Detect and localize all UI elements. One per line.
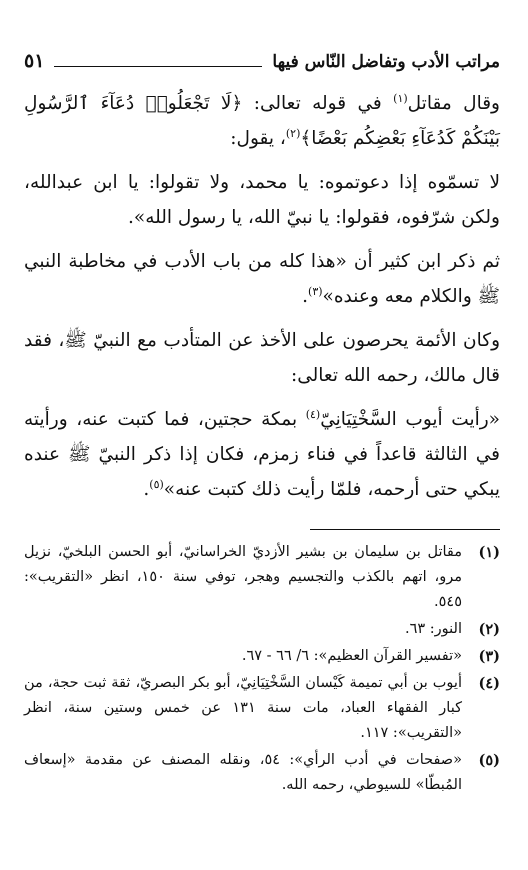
p1-text-b: في قوله تعالى: xyxy=(242,93,394,114)
paragraph-5 xyxy=(24,402,500,507)
footnote-ref-5: (٥) xyxy=(149,477,164,491)
p1-text-a: وقال مقاتل xyxy=(407,93,500,114)
footnote-text: «تفسير القرآن العظيم»: ٦/ ٦٦ - ٦٧. xyxy=(241,648,462,664)
p3-text-b: . xyxy=(302,286,309,307)
paragraph-1 xyxy=(24,86,500,156)
footnote-text: النور: ٦٣. xyxy=(405,621,462,637)
footnotes xyxy=(24,540,500,800)
footnote-2 xyxy=(24,617,500,642)
footnote-ref-3: (٣) xyxy=(308,284,323,298)
main-text xyxy=(24,86,500,516)
quran-verse: ﴿لَا تَجْعَلُوا۟ دُعَآءَ ٱلرَّسُولِ بَيْنَكُمْ كَدُعَآءِ بَعْضِكُم بَعْضًا﴾ xyxy=(24,93,500,149)
footnote-text: مقاتل بن سليمان بن بشير الأزديّ الخراسانيّ، أبو الحسن البلخيّ، نزيل مرو، اتهم بالكذب والتجسيم وهجر، توفي سنة ١٥٠، انظر «التقريب»: ٥٤٥. xyxy=(24,544,462,610)
footnote-ref-4: (٤) xyxy=(305,407,321,421)
footnote-1 xyxy=(24,540,500,615)
footnote-separator xyxy=(310,529,500,530)
footnote-number: (٢) xyxy=(478,621,500,638)
footnote-text: «صفحات في أدب الرأي»: ٥٤، ونقله المصنف عن مقدمة «إسعاف المُبطّا» للسيوطي، رحمه الله. xyxy=(24,752,462,793)
paragraph-4: وكان الأئمة يحرصون على الأخذ عن المتأدب مع النبيّ ﷺ، فقد قال مالك، رحمه الله تعالى: xyxy=(24,330,500,386)
footnote-text: أيوب بن أبي تميمة كَيْسان السَّخْتِيَانِيّ، أبو بكر البصريّ، ثقة ثبت حجة، من كبار الفقهاء العباد، مات سنة ١٣١ عن خمس وستين سنة، انظر «التقريب»: ١١٧. xyxy=(24,675,462,741)
footnote-3 xyxy=(24,644,500,669)
footnote-5 xyxy=(24,748,500,798)
p1-text-c: ، يقول: xyxy=(230,128,286,149)
footnote-number: (٥) xyxy=(478,752,500,769)
p5-text-b: بمكة حجتين، فما كتبت عنه، ورأيته في الثالثة قاعداً في فناء زمزم، فكان إذا ذكر النبيّ ﷺ عنده يبكي حتى أرحمه، فلمّا رأيت ذلك كتبت عنه» xyxy=(24,409,500,500)
footnote-4 xyxy=(24,671,500,746)
running-header xyxy=(24,48,500,72)
page-number: ٥١ xyxy=(24,50,45,72)
footnote-number: (٤) xyxy=(478,675,500,692)
footnote-number: (٣) xyxy=(478,648,500,665)
footnote-ref-1: (١) xyxy=(393,91,408,105)
p3-text-a: ثم ذكر ابن كثير أن «هذا كله من باب الأدب في مخاطبة النبي ﷺ والكلام معه وعنده» xyxy=(24,251,500,307)
p5-text-a: «رأيت أيوب السَّخْتِيَانِيّ xyxy=(320,409,500,430)
header-rule xyxy=(54,66,262,67)
p5-text-c: . xyxy=(143,479,150,500)
running-title: مراتب الأدب وتفاضل النّاس فيها xyxy=(272,52,500,72)
footnote-ref-2: (٢) xyxy=(285,126,301,140)
paragraph-3 xyxy=(24,244,500,314)
footnote-number: (١) xyxy=(478,544,500,561)
paragraph-2: لا تسمّوه إذا دعوتموه: يا محمد، ولا تقولوا: يا ابن عبدالله، ولكن شرّفوه، فقولوا: يا نبيّ الله، يا رسول الله». xyxy=(24,172,500,228)
